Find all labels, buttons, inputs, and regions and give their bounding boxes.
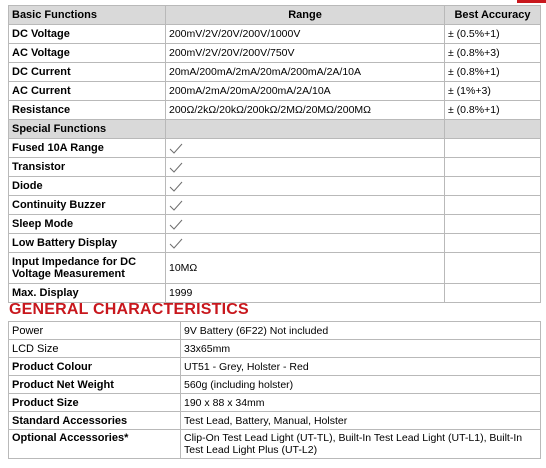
special-functions-header-row: [9, 120, 541, 139]
row-accuracy: ± (0.8%+3): [445, 44, 541, 63]
row-label: DC Voltage: [9, 25, 166, 44]
table-row: [9, 196, 541, 215]
table-row: [9, 158, 541, 177]
table-row: [9, 44, 541, 63]
row-label: Optional Accessories*: [9, 430, 181, 459]
checkmark-icon: [169, 181, 183, 192]
row-range: 20mA/200mA/2mA/20mA/200mA/2A/10A: [166, 63, 445, 82]
empty-cell: [445, 215, 541, 234]
table-row: [9, 340, 541, 358]
row-supported: [166, 215, 445, 234]
table-row: [9, 358, 541, 376]
row-accuracy: ± (0.8%+1): [445, 63, 541, 82]
row-label: Transistor: [9, 158, 166, 177]
row-label: Product Size: [9, 394, 181, 412]
row-label: Max. Display: [9, 284, 166, 303]
row-value: 560g (including holster): [181, 376, 541, 394]
checkmark-icon: [169, 162, 183, 173]
table-row: [9, 322, 541, 340]
checkmark-icon: [169, 200, 183, 211]
row-accuracy: ± (0.8%+1): [445, 101, 541, 120]
general-characteristics-title: GENERAL CHARACTERISTICS: [9, 301, 249, 318]
table-row: [9, 177, 541, 196]
row-value: UT51 - Grey, Holster - Red: [181, 358, 541, 376]
special-functions-heading: Special Functions: [9, 120, 166, 139]
table-row: [9, 139, 541, 158]
empty-cell: [445, 234, 541, 253]
empty-cell: [445, 158, 541, 177]
table-row: [9, 101, 541, 120]
row-label: LCD Size: [9, 340, 181, 358]
row-label: Continuity Buzzer: [9, 196, 166, 215]
row-supported: [166, 158, 445, 177]
header-best-accuracy: Best Accuracy: [445, 6, 541, 25]
row-range: 200mA/2mA/20mA/200mA/2A/10A: [166, 82, 445, 101]
empty-cell: [445, 139, 541, 158]
empty-cell: [166, 120, 445, 139]
checkmark-icon: [169, 143, 183, 154]
row-supported: [166, 234, 445, 253]
row-label: Product Colour: [9, 358, 181, 376]
row-accuracy: ± (0.5%+1): [445, 25, 541, 44]
red-accent-bar: [517, 0, 546, 3]
checkmark-icon: [169, 238, 183, 249]
row-supported: [166, 196, 445, 215]
row-value: 9V Battery (6F22) Not included: [181, 322, 541, 340]
row-value: 1999: [166, 284, 445, 303]
empty-cell: [445, 284, 541, 303]
table-row: [9, 412, 541, 430]
table-row: [9, 284, 541, 303]
row-supported: [166, 139, 445, 158]
table-row: [9, 25, 541, 44]
table-row: [9, 82, 541, 101]
table-row: [9, 394, 541, 412]
empty-cell: [445, 120, 541, 139]
table-row: [9, 234, 541, 253]
table-row: [9, 253, 541, 284]
empty-cell: [445, 196, 541, 215]
general-characteristics-table: [8, 321, 541, 459]
row-value: Test Lead, Battery, Manual, Holster: [181, 412, 541, 430]
row-accuracy: ± (1%+3): [445, 82, 541, 101]
row-label: Fused 10A Range: [9, 139, 166, 158]
table-row: [9, 215, 541, 234]
empty-cell: [445, 177, 541, 196]
row-label: Standard Accessories: [9, 412, 181, 430]
row-value: 190 x 88 x 34mm: [181, 394, 541, 412]
row-range: 200mV/2V/20V/200V/1000V: [166, 25, 445, 44]
row-label: Sleep Mode: [9, 215, 166, 234]
row-label: AC Current: [9, 82, 166, 101]
row-range: 200mV/2V/20V/200V/750V: [166, 44, 445, 63]
checkmark-icon: [169, 219, 183, 230]
row-label: Low Battery Display: [9, 234, 166, 253]
row-label: Input Impedance for DC Voltage Measurement: [9, 253, 166, 284]
empty-cell: [445, 253, 541, 284]
row-range: 200Ω/2kΩ/20kΩ/200kΩ/2MΩ/20MΩ/200MΩ: [166, 101, 445, 120]
header-range: Range: [166, 6, 445, 25]
row-supported: [166, 177, 445, 196]
table-row: [9, 430, 541, 459]
table-header-row: [9, 6, 541, 25]
row-value: Clip-On Test Lead Light (UT-TL), Built-In Test Lead Light (UT-L1), Built-In Test Lead Light Plus (UT-L2): [181, 430, 541, 459]
row-label: Product Net Weight: [9, 376, 181, 394]
specifications-table: [8, 5, 541, 303]
row-value: 33x65mm: [181, 340, 541, 358]
header-basic-functions: Basic Functions: [9, 6, 166, 25]
row-label: Power: [9, 322, 181, 340]
table-row: [9, 63, 541, 82]
row-label: Resistance: [9, 101, 166, 120]
row-value: 10MΩ: [166, 253, 445, 284]
row-label: Diode: [9, 177, 166, 196]
table-row: [9, 376, 541, 394]
row-label: AC Voltage: [9, 44, 166, 63]
row-label: DC Current: [9, 63, 166, 82]
